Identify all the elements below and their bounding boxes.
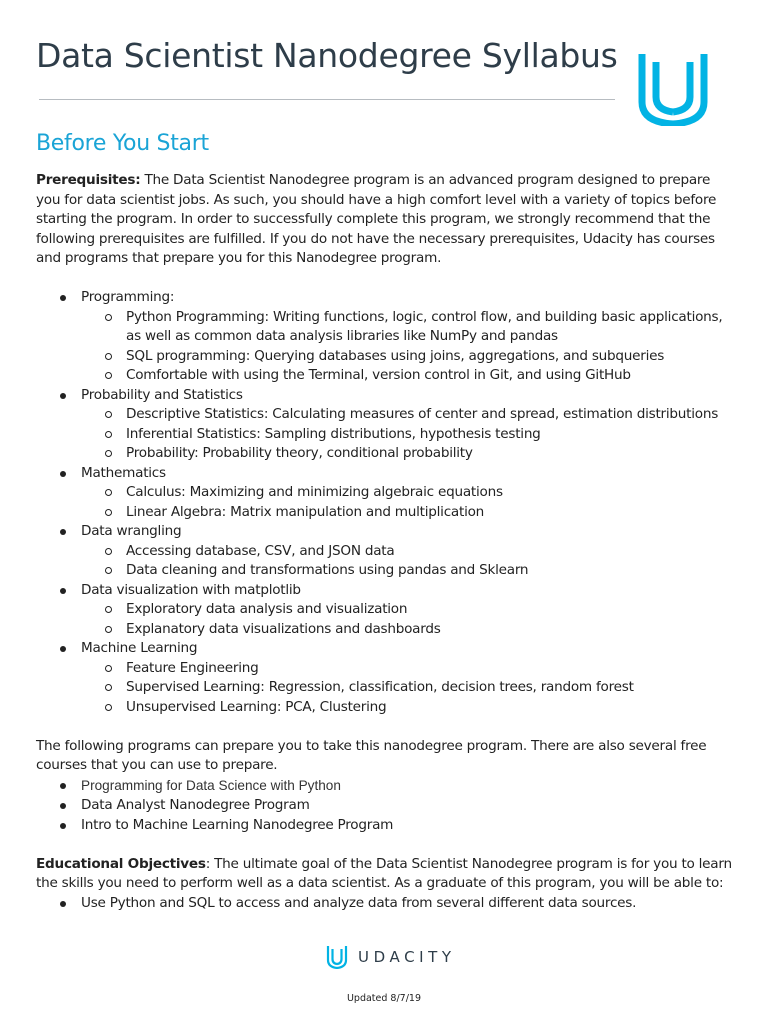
- objectives-list: [36, 894, 736, 914]
- list-item: [36, 464, 736, 523]
- list-item: [36, 581, 736, 640]
- udacity-logo-icon: [326, 945, 348, 969]
- sub-list: [81, 405, 736, 464]
- list-item: Linear Algebra: Matrix manipulation and multiplication: [81, 503, 736, 523]
- objectives-label: Educational Objectives: [36, 855, 206, 872]
- topic-label: Machine Learning: [81, 640, 198, 656]
- sub-list: [81, 542, 736, 581]
- program-link[interactable]: [36, 776, 736, 797]
- sub-list: [81, 483, 736, 522]
- list-item: Descriptive Statistics: Calculating measures of center and spread, estimation distributions: [81, 405, 736, 425]
- programs-intro: The following programs can prepare you to take this nanodegree program. There are also several free courses that you can use to prepare.: [36, 737, 707, 773]
- topic-label: Mathematics: [81, 464, 166, 481]
- updated-date: Updated 8/7/19: [346, 993, 422, 1004]
- title-divider: [39, 99, 615, 100]
- program-link[interactable]: [36, 796, 736, 816]
- footer-logo: [326, 944, 456, 970]
- topic-label: Data wrangling: [81, 523, 182, 539]
- list-item: Comfortable with using the Terminal, version control in Git, and using GitHub: [81, 366, 736, 386]
- list-item: Exploratory data analysis and visualization: [81, 600, 736, 620]
- objectives-text: : The ultimate goal of the Data Scientist Nanodegree program is for you to learn the skills you need to perform well as a data scientist. As a graduate of this program, you will be able to:: [36, 855, 732, 891]
- list-item: Inferential Statistics: Sampling distributions, hypothesis testing: [81, 425, 736, 445]
- list-item: Python Programming: Writing functions, logic, control flow, and building basic applications, as well as common data analysis libraries like NumPy and pandas: [81, 308, 736, 347]
- programs-list: [36, 776, 736, 836]
- list-item: Unsupervised Learning: PCA, Clustering: [81, 698, 736, 718]
- list-item: Use Python and SQL to access and analyze data from several different data sources.: [36, 894, 736, 914]
- program-link-label[interactable]: Intro to Machine Learning Nanodegree Program: [81, 816, 394, 833]
- program-link-label[interactable]: Data Analyst Nanodegree Program: [81, 797, 310, 813]
- list-item: Explanatory data visualizations and dashboards: [81, 620, 736, 640]
- prerequisites-label: Prerequisites:: [36, 172, 141, 188]
- prerequisite-topics-list: [36, 288, 736, 717]
- program-link[interactable]: [36, 816, 736, 836]
- syllabus-body: [36, 171, 736, 913]
- list-item: Accessing database, CSV, and JSON data: [81, 542, 736, 562]
- udacity-logo-icon: [636, 52, 710, 126]
- topic-label: Data visualization with matplotlib: [81, 581, 301, 598]
- section-heading-before-you-start: Before You Start: [36, 131, 209, 156]
- list-item: Calculus: Maximizing and minimizing algebraic equations: [81, 483, 736, 503]
- prerequisites-text: The Data Scientist Nanodegree program is an advanced program designed to prepare you for data scientist jobs. As such, you should have a high comfort level with a variety of topics before starting the program. In order to successfully complete this program, we strongly recommend that the following prerequisites are fulfilled. If you do not have the necessary prerequisites, Udacity has courses and programs that prepare you for this Nanodegree program.: [36, 172, 717, 266]
- sub-list: [81, 659, 736, 718]
- list-item: Data cleaning and transformations using pandas and Sklearn: [81, 561, 736, 581]
- topic-label: Probability and Statistics: [81, 386, 243, 403]
- list-item: [36, 288, 736, 386]
- page-title: Data Scientist Nanodegree Syllabus: [36, 36, 618, 75]
- list-item: Supervised Learning: Regression, classification, decision trees, random forest: [81, 678, 736, 698]
- list-item: [36, 639, 736, 717]
- sub-list: [81, 308, 736, 386]
- topic-label: Programming:: [81, 289, 175, 305]
- list-item: SQL programming: Querying databases using joins, aggregations, and subqueries: [81, 347, 736, 367]
- sub-list: [81, 600, 736, 639]
- objectives-paragraph: [36, 855, 736, 894]
- list-item: [36, 522, 736, 581]
- program-link-label[interactable]: Programming for Data Science with Python: [81, 777, 341, 793]
- udacity-wordmark: UDACITY: [358, 948, 456, 966]
- list-item: Feature Engineering: [81, 659, 736, 679]
- list-item: Probability: Probability theory, conditional probability: [81, 444, 736, 464]
- prerequisites-paragraph: [36, 171, 736, 269]
- list-item: [36, 386, 736, 464]
